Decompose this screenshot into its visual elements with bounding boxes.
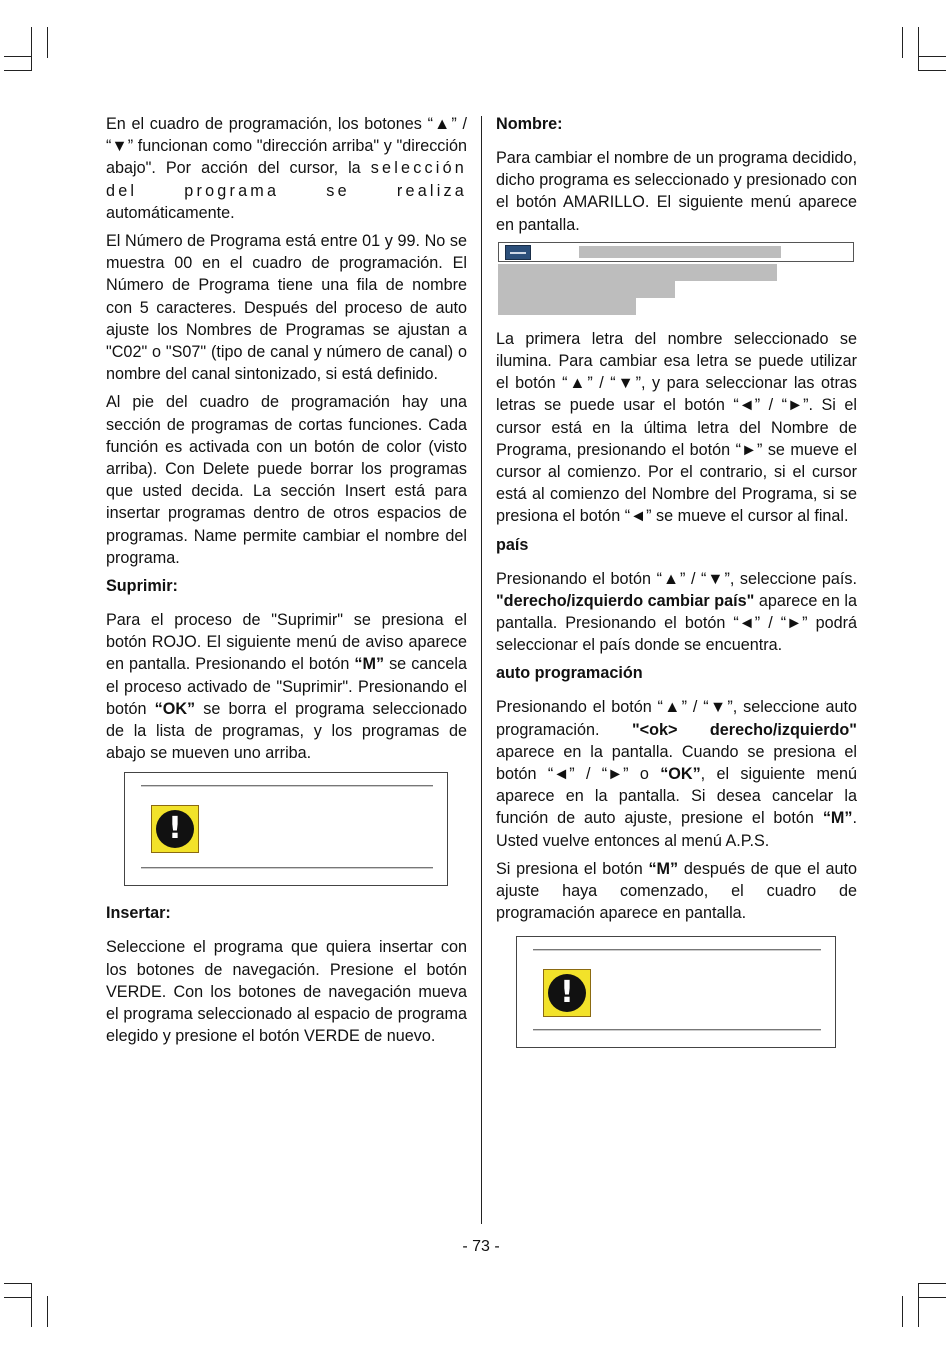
auto-programacion-paragraph: Presionando el botón “▲” / “▼”, seleccione auto programación. "<ok> derecho/izquierdo" aparece en la pantalla. Cuando se presiona el botón “◄” / “►” o “OK”, el siguiente menú aparece en la pantalla. Si desea cancelar la función de auto ajuste, presione el botón “M”. Usted vuelve entonces al menú A.P.S. <box>496 698 857 850</box>
dialog-top-rule <box>141 785 433 787</box>
crop-mark <box>918 70 946 71</box>
tv-menu-icon <box>505 245 531 260</box>
right-column <box>496 113 857 1062</box>
auto-programacion-heading: auto programación <box>496 664 643 683</box>
suprimir-heading: Suprimir: <box>106 577 178 596</box>
page-number: - 73 - <box>462 1238 500 1255</box>
intro-text-end: automáticamente. <box>106 203 235 222</box>
delete-warning-dialog <box>124 772 448 886</box>
program-number-paragraph: El Número de Programa está entre 01 y 99. No se muestra 00 en el cuadro de programación. El Número de Programa tiene una fila de nombre con 5 caracteres. Después del proceso de auto ajuste los Nombres de Programas se ajustan a "C02" o "S07" (tipo de canal y número de canal) o nombre del canal sintonizado, si está definido. <box>106 232 467 384</box>
column-divider <box>481 116 482 1224</box>
menu-row-placeholder <box>498 298 636 315</box>
crop-mark <box>902 27 903 58</box>
suprimir-paragraph: Para el proceso de "Suprimir" se presiona el botón ROJO. El siguiente menú de aviso aparece en pantalla. Presionando el botón “M” se cancela el proceso activado de "Suprimir". Presionando el botón “OK” se borra el programa seleccionado de la lista de programas, y los programas de abajo se mueven uno arriba. <box>106 611 467 763</box>
crop-mark <box>4 56 32 57</box>
intro-paragraph <box>106 113 467 224</box>
menu-row-placeholder <box>498 264 777 281</box>
insertar-heading: Insertar: <box>106 904 171 923</box>
menu-title-bar <box>498 242 854 262</box>
nombre-heading: Nombre: <box>496 115 563 133</box>
crop-mark <box>918 27 919 71</box>
dialog-bottom-rule <box>533 1029 821 1031</box>
warning-exclamation-icon: ! <box>151 805 199 853</box>
intro-text-spaced: selección del programa se realiza <box>106 159 467 200</box>
crop-mark <box>4 1283 32 1284</box>
crop-mark <box>4 1297 32 1298</box>
crop-mark <box>4 70 32 71</box>
crop-mark <box>47 1296 48 1327</box>
crop-mark <box>918 1283 946 1284</box>
insertar-paragraph: Seleccione el programa que quiera insertar con los botones de navegación. Presione el botón VERDE. Con los botones de navegación mueva el programa seleccionado al espacio de programa elegido y presione el botón VERDE de nuevo. <box>106 938 467 1046</box>
function-section-paragraph: Al pie del cuadro de programación hay una sección de programas de cortas funciones. Cada función es activada con un botón de color (visto arriba). Con Delete puede borrar los programas que usted decida. La sección Insert está para insertar programas dentro de otros espacios de programas. Name permite cambiar el nombre del programa. <box>106 393 467 567</box>
pais-heading: país <box>496 535 529 554</box>
menu-title-placeholder <box>579 246 781 258</box>
crop-mark <box>31 1283 32 1327</box>
name-edit-menu <box>496 242 857 318</box>
dialog-bottom-rule <box>141 867 433 869</box>
dialog-top-rule <box>533 949 821 951</box>
auto-cancel-paragraph: Si presiona el botón “M” después de que el auto ajuste haya comenzado, el cuadro de programación aparece en pantalla. <box>496 859 857 923</box>
left-column <box>106 113 467 1048</box>
intro-text: En el cuadro de programación, los botones “▲” / “▼” funcionan como "dirección arriba" y "dirección abajo". Por acción del cursor, la <box>106 115 467 178</box>
menu-row-placeholder <box>498 281 675 298</box>
crop-mark <box>31 27 32 71</box>
warning-exclamation-icon: ! <box>543 969 591 1017</box>
auto-program-warning-dialog <box>516 936 836 1048</box>
nombre-edit-paragraph: La primera letra del nombre seleccionado se ilumina. Para cambiar esa letra se puede utilizar el botón “▲” / “▼”, y para seleccionar las otras letras se puede usar el botón “◄” / “►”. Si el cursor está en la última letra del Nombre de Programa, presionando el botón “►” se mueve el cursor al comienzo. Por el contrario, si el cursor está al comienzo del Nombre del Programa, si se presiona el botón “◄” se mueve el cursor al final. <box>496 329 857 526</box>
pais-paragraph: Presionando el botón “▲” / “▼”, seleccione país. "derecho/izquierdo cambiar país" aparece en la pantalla. Presionando el botón “◄” / “►” podrá seleccionar el país donde se encuentra. <box>496 569 857 655</box>
crop-mark <box>918 1297 946 1298</box>
crop-mark <box>902 1296 903 1327</box>
crop-mark <box>918 56 946 57</box>
crop-mark <box>47 27 48 58</box>
crop-mark <box>918 1283 919 1327</box>
nombre-paragraph: Para cambiar el nombre de un programa decidido, dicho programa es seleccionado y presionado con el botón AMARILLO. El siguiente menú aparece en pantalla. <box>496 149 857 234</box>
